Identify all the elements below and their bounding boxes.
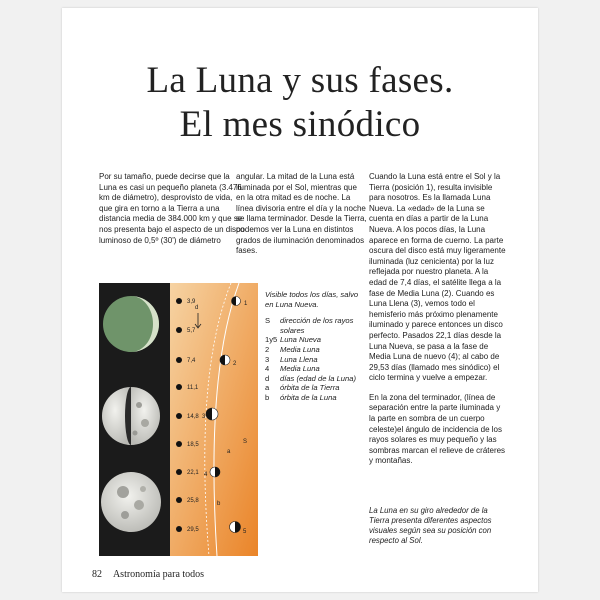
day-label: 25,8 — [187, 498, 199, 504]
page-title-line-2: El mes sinódico — [179, 104, 421, 145]
legend-item — [265, 383, 365, 393]
moon-phases-illustration — [99, 283, 258, 556]
text-column-3 — [369, 172, 507, 467]
legend-key: 3 — [265, 354, 270, 364]
figure-legend — [265, 290, 365, 403]
legend-item — [265, 355, 365, 365]
day-label: 5,7 — [187, 328, 196, 334]
legend-heading: Visible todos los días, salvo en Luna Nueva. — [265, 290, 359, 309]
position-label: 5 — [243, 529, 247, 535]
orbit-label-b: b — [217, 501, 221, 507]
day-label: 22,1 — [187, 470, 199, 476]
legend-key: 1y5 — [265, 335, 278, 345]
position-label: 2 — [233, 361, 237, 367]
legend-value: órbita de la Luna — [280, 392, 337, 402]
legend-value: días (edad de la Luna) — [280, 373, 356, 383]
legend-key: d — [265, 373, 270, 383]
position-label: 1 — [244, 301, 248, 307]
position-label: 4 — [204, 472, 208, 478]
day-label: 3,9 — [187, 299, 196, 305]
sun-direction-label: S — [243, 439, 248, 445]
legend-item — [265, 374, 365, 384]
legend-item — [265, 335, 365, 345]
day-axis-label: d — [195, 305, 199, 311]
legend-key: S — [265, 316, 271, 326]
body-paragraph: En la zona del terminador, (línea de separación entre la parte iluminada y la parte en sombra de un cuerpo celeste)el ángulo de incidencia de los rayos solares es muy pequeño y las sombras marcan el relieve de cráteres y montañas. — [369, 392, 506, 466]
legend-value: Media Luna — [280, 364, 320, 374]
legend-value: dirección de los rayos solares — [280, 316, 354, 335]
body-paragraph: Cuando la Luna está entre el Sol y la Tierra (posición 1), resulta invisible para nosotros. Es la llamada Luna Nueva. La «edad» de la Luna se cuenta en días a partir de la Luna Nueva. A los pocos días, la Luna aparece en forma de cuerno. La parte oscura del disco está muy ligeramente iluminada (luz cenicienta) por la luz reflejada por nuestro planeta. A la edad de 7,4 días, el satélite llega a la fase de Media Luna (2). Cuando es Luna Llena (3), vemos todo el hemisferio más próximo plenamente iluminado y parece entonces un disco perfecto. Pasados 22,1 días desde la Luna Nueva, se pasa a la fase de Media Luna de nuevo (4); al cabo de 29,53 días (llamado mes sinódico) el ciclo termina y vuelve a empezar. — [369, 172, 506, 383]
legend-item — [265, 393, 365, 403]
text-column-1 — [99, 172, 247, 246]
half-moon-view — [102, 387, 160, 445]
body-paragraph: Por su tamaño, puede decirse que la Luna es casi un pequeño planeta (3.476 km de diámetro), desprovisto de vida, que gira en torno a la Tierra a una distancia media de 384.000 km y que se nos presenta bajo el aspecto de un disco luminoso de 0,5º (30') de diámetro — [99, 172, 245, 245]
day-label: 7,4 — [187, 358, 196, 364]
legend-key: b — [265, 392, 270, 402]
legend-item — [265, 364, 365, 374]
crescent-moon-view — [103, 296, 159, 352]
legend-value: Media Luna — [280, 344, 320, 354]
legend-value: Luna Nueva — [280, 335, 321, 345]
moon-phases-diagram — [99, 283, 258, 556]
day-label: 14,8 — [187, 414, 199, 420]
book-title: Astronomía para todos — [112, 569, 205, 580]
legend-key: 4 — [265, 364, 270, 374]
full-moon-view — [101, 472, 161, 532]
legend-key: 2 — [265, 344, 270, 354]
legend-key: a — [265, 383, 270, 393]
legend-item — [265, 316, 365, 335]
day-label: 29,5 — [187, 527, 199, 533]
legend-item — [265, 345, 365, 355]
orbit-label-a: a — [227, 449, 231, 455]
legend-value: órbita de la Tierra — [280, 383, 340, 393]
position-label: 3 — [202, 414, 206, 420]
page-number: 82 — [92, 569, 102, 580]
text-column-2 — [236, 172, 367, 257]
figure-caption: La Luna en su giro alrededor de la Tierra presenta diferentes aspectos visuales según sea su posición con respecto al Sol. — [369, 506, 492, 545]
day-label: 11,1 — [187, 385, 199, 391]
page-footer — [92, 569, 204, 580]
body-paragraph: angular. La mitad de la Luna está iluminada por el Sol, mientras que en la otra mitad es de noche. La línea divisoria entre el día y la noche se llama terminador. Desde la Tierra, podemos ver la Luna en distintos grados de iluminación denominados fases. — [236, 172, 367, 256]
page-title-line-1: La Luna y sus fases. — [146, 60, 454, 101]
day-label: 18,5 — [187, 442, 199, 448]
book-page — [62, 8, 538, 592]
legend-value: Luna Llena — [280, 354, 318, 364]
